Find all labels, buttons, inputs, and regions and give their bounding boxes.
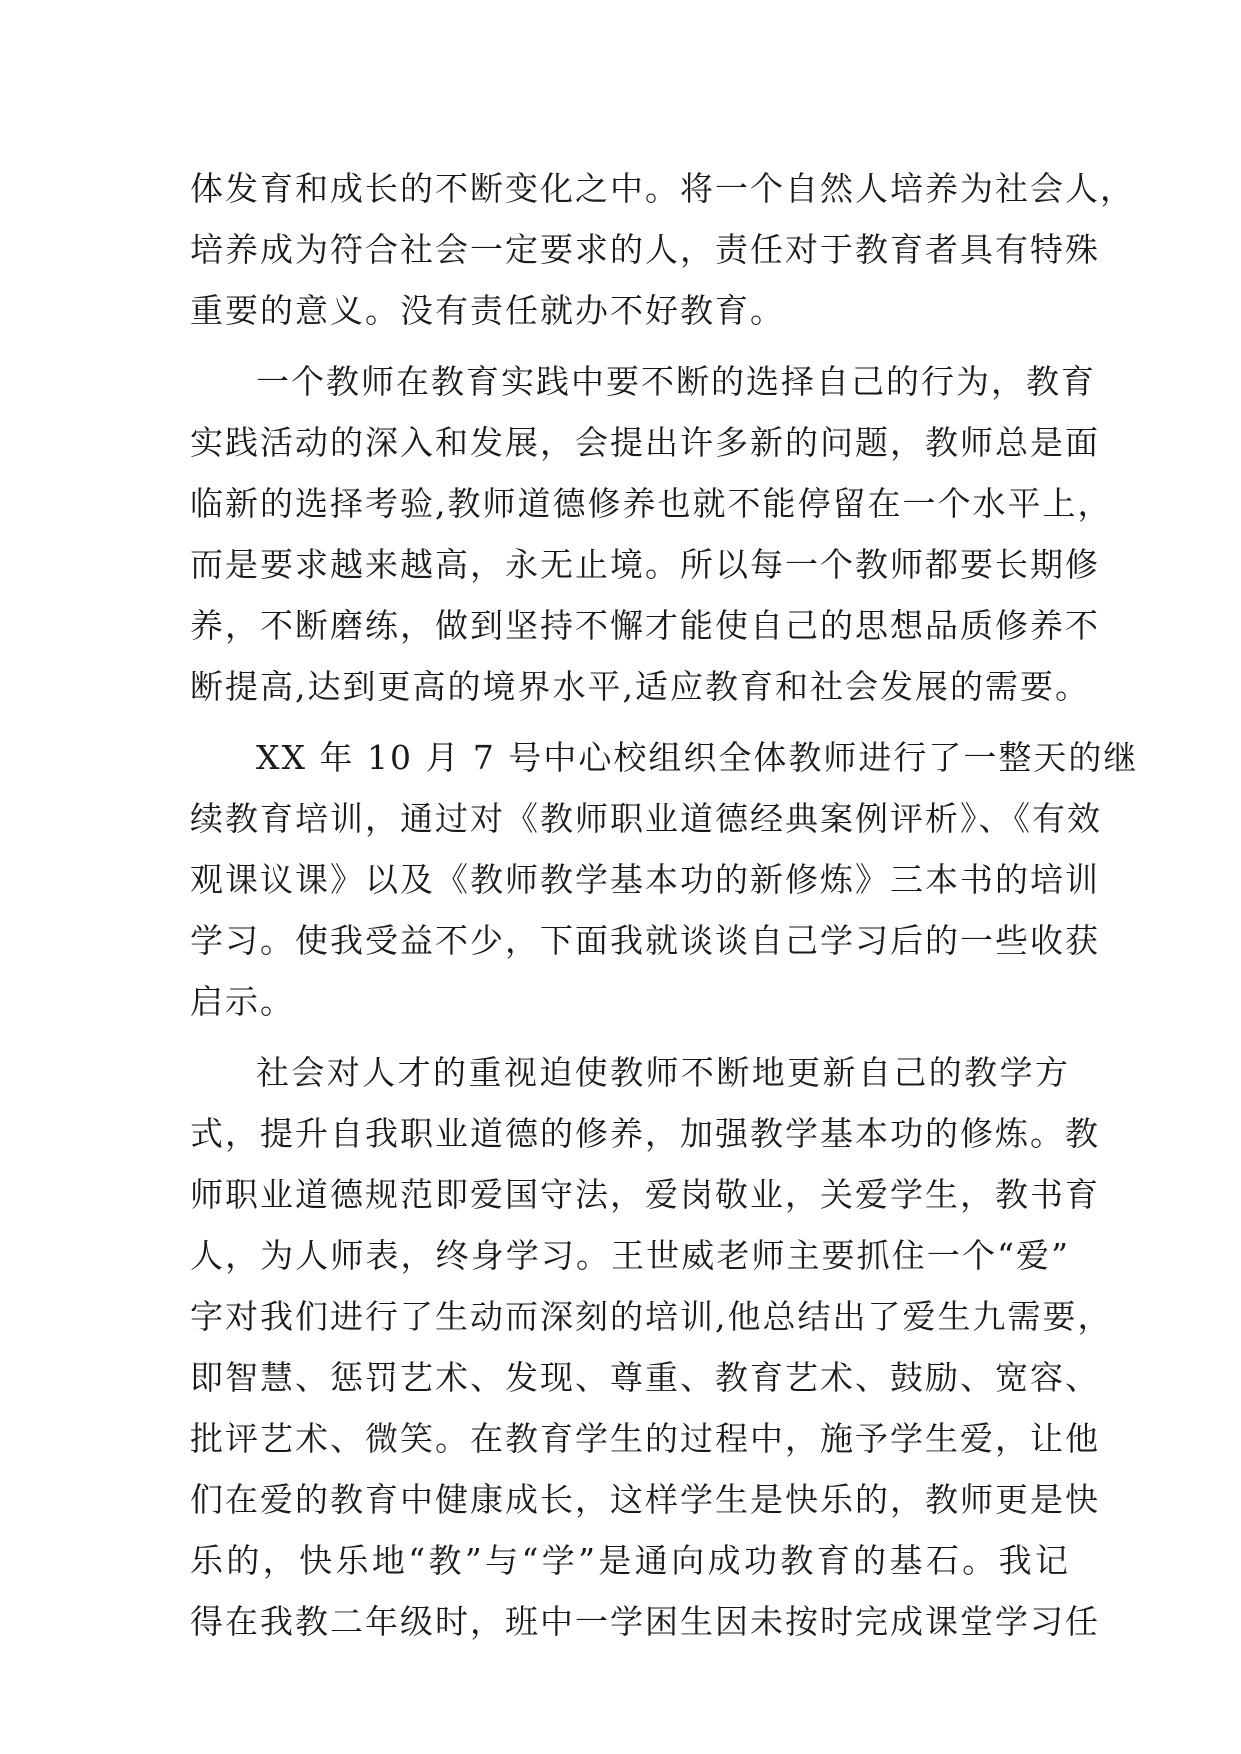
text-line: XX 年 10 月 7 号中心校组织全体教师进行了一整天的继 xyxy=(256,738,1139,777)
text-line: 培养成为符合社会一定要求的人，责任对于教育者具有特殊 xyxy=(190,230,1100,269)
text-line: 体发育和成长的不断变化之中。将一个自然人培养为社会人， xyxy=(190,169,1135,208)
body-text xyxy=(190,158,1139,1652)
text-line: 而是要求越来越高，永无止境。所以每一个教师都要长期修 xyxy=(190,545,1100,584)
paragraph-gap xyxy=(190,717,1070,727)
paragraph xyxy=(190,1042,1113,1652)
paragraph xyxy=(190,727,1139,1032)
text-line: 学习。使我受益不少，下面我就谈谈自己学习后的一些收获 xyxy=(190,921,1100,960)
text-line: 人，为人师表，终身学习。王世威老师主要抓住一个“爱” xyxy=(190,1236,1070,1275)
text-line: 师职业道德规范即爱国守法，爱岗敬业，关爱学生，教书育 xyxy=(190,1175,1100,1214)
text-line: 启示。 xyxy=(190,982,295,1021)
text-line: 式，提升自我职业道德的修养，加强教学基本功的修炼。教 xyxy=(190,1114,1100,1153)
text-line: 即智慧、惩罚艺术、发现、尊重、教育艺术、鼓励、宽容、 xyxy=(190,1358,1100,1397)
text-line: 社会对人才的重视迫使教师不断地更新自己的教学方 xyxy=(256,1053,1070,1092)
text-line: 养，不断磨练，做到坚持不懈才能使自己的思想品质修养不 xyxy=(190,606,1100,645)
text-line: 观课议课》以及《教师教学基本功的新修炼》三本书的培训 xyxy=(190,860,1100,899)
text-line: 实践活动的深入和发展，会提出许多新的问题，教师总是面 xyxy=(190,423,1100,462)
paragraph-gap xyxy=(190,1032,1070,1042)
paragraph-gap xyxy=(190,341,1070,351)
text-line: 乐的，快乐地“教”与“学”是通向成功教育的基石。我记 xyxy=(190,1541,1070,1580)
text-line: 续教育培训，通过对《教师职业道德经典案例评析》、《有效 xyxy=(190,799,1102,838)
text-line: 临新的选择考验,教师道德修养也就不能停留在一个水平上， xyxy=(190,484,1113,523)
text-line: 们在爱的教育中健康成长，这样学生是快乐的，教师更是快 xyxy=(190,1480,1100,1519)
paragraph xyxy=(190,351,1113,717)
paragraph xyxy=(190,158,1135,341)
text-line: 批评艺术、微笑。在教育学生的过程中，施予学生爱，让他 xyxy=(190,1419,1100,1458)
text-line: 重要的意义。没有责任就办不好教育。 xyxy=(190,291,785,330)
text-line: 得在我教二年级时，班中一学困生因未按时完成课堂学习任 xyxy=(190,1602,1100,1641)
text-line: 断提高,达到更高的境界水平,适应教育和社会发展的需要。 xyxy=(190,667,1090,706)
text-line: 一个教师在教育实践中要不断的选择自己的行为，教育 xyxy=(256,362,1096,401)
text-line: 字对我们进行了生动而深刻的培训,他总结出了爱生九需要， xyxy=(190,1297,1113,1336)
